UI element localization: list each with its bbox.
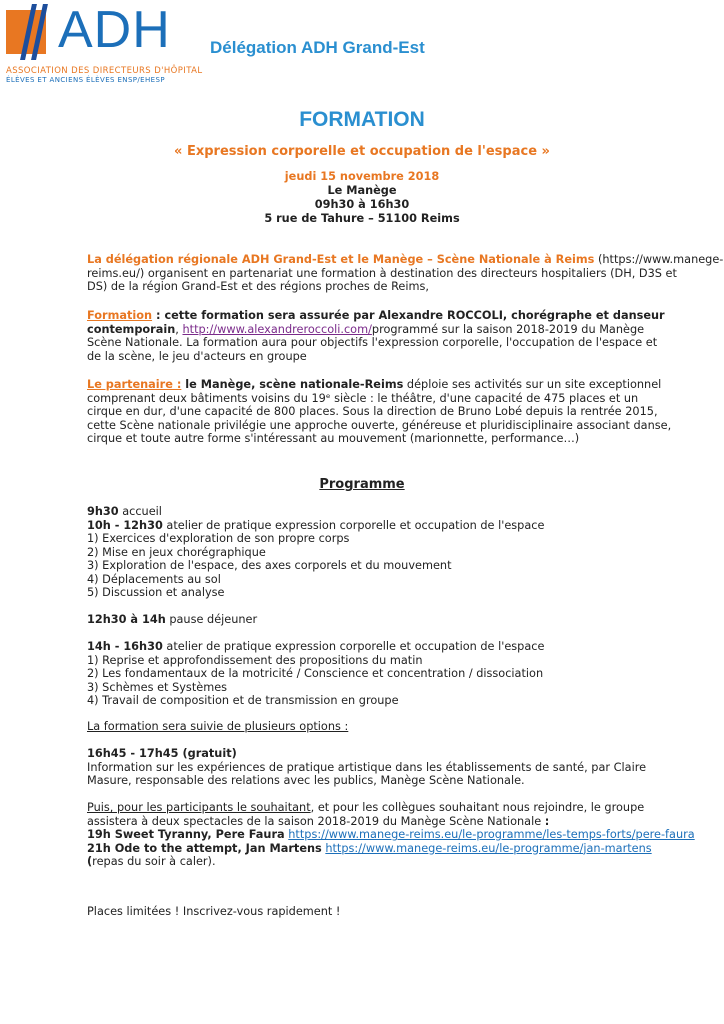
formation-line-4: de la scène, le jeu d'acteurs en groupe [87, 349, 307, 363]
intro-line-2: reims.eu/) organisent en partenariat une formation à destination des directeurs hospitaliers (DH, D3S et [87, 266, 677, 280]
intro-highlight: La délégation régionale ADH Grand-Est et le Manège – Scène Nationale à Reims [87, 253, 595, 266]
event-date: jeudi 15 novembre 2018 [284, 170, 440, 183]
formation-programmed: programmé sur la saison 2018-2019 du Manège [371, 322, 645, 336]
options-heading: La formation sera suivie de plusieurs options : [87, 720, 349, 733]
partner-label: Le partenaire : [87, 378, 182, 391]
formation-separator: : [152, 309, 165, 322]
show-2-title: 21h Ode to the attempt, Jan Martens [87, 841, 322, 855]
programme-heading: Programme [319, 477, 405, 492]
shows-colon: : [544, 814, 550, 828]
morning-item: 2) Mise en jeux chorégraphique [87, 545, 266, 559]
afternoon-item: 3) Schèmes et Systèmes [87, 680, 228, 694]
show-1-title: 19h Sweet Tyranny, Pere Faura [87, 828, 285, 841]
logo-subtitle-association: ASSOCIATION DES DIRECTEURS D'HÔPITAL [6, 66, 203, 76]
option-1-line-1: Information sur les expériences de pratique artistique dans les établissements de santé, par Claire [87, 760, 647, 774]
partner-line-2: comprenant deux bâtiments voisins du 19ᵉ siècle : le théâtre, d'une capacité de 475 places et un [87, 391, 639, 405]
morning-session [87, 505, 639, 600]
partner-line-3: cirque en dur, d'une capacité de 800 places. Sous la direction de Bruno Lobé depuis la rentrée 2015, [87, 405, 658, 418]
partner-line-4: cette Scène nationale privilégie une approche ouverte, généreuse et pluridisciplinaire associant danse, [87, 418, 672, 432]
formation-trainer-2: contemporain [87, 322, 176, 336]
formation-line-3: Scène Nationale. La formation aura pour objectifs l'expression corporelle, l'occupation de l'espace et [87, 336, 658, 349]
partner-name: le Manège, scène nationale-Reims [181, 378, 404, 391]
logo-text: ADH [58, 1, 171, 59]
event-time: 09h30 à 16h30 [314, 198, 410, 211]
closing-note: Places limitées ! Inscrivez-vous rapidement ! [87, 905, 341, 918]
formation-label: Formation [87, 309, 153, 322]
dinner-note: repas du soir à caler). [92, 855, 216, 868]
partner-line-1: déploie ses activités sur un site exceptionnel [403, 378, 662, 391]
shows-intro: assistera à deux spectacles de la saison 2018-2019 du Manège Scène Nationale [87, 814, 545, 828]
evening-shows [87, 801, 695, 869]
partner-line-5: cirque et toute autre forme s'intéressant au mouvement (marionnette, performance…) [87, 432, 580, 445]
time-12h30: 12h30 à 14h [87, 613, 166, 626]
time-10h: 10h - 12h30 [87, 518, 163, 532]
logo-subtitle-students: ÉLÈVES ET ANCIENS ÉLÈVES ENSP/EHESP [6, 76, 165, 84]
afternoon-item: 1) Reprise et approfondissement des propositions du matin [87, 653, 423, 667]
intro-line-3: DS) de la région Grand-Est et des régions proches de Reims, [87, 280, 429, 293]
lunch-text: pause déjeuner [165, 613, 258, 626]
afternoon-session [87, 640, 639, 708]
formation-trainer: cette formation sera assurée par Alexandre ROCCOLI, chorégraphe et danseur [164, 309, 665, 322]
event-venue: Le Manège [327, 184, 397, 197]
roccoli-link[interactable]: http://www.alexandreroccoli.com/ [182, 322, 372, 336]
afternoon-workshop-text: atelier de pratique expression corporelle et occupation de l'espace [162, 640, 545, 653]
time-14h: 14h - 16h30 [87, 640, 163, 653]
paren-open: ( [87, 855, 93, 868]
intro-url-start: (https://www.manege- [594, 253, 724, 266]
lunch-break [87, 613, 639, 627]
closing-block [87, 905, 639, 919]
afternoon-item: 2) Les fondamentaux de la motricité / Conscience et concentration / dissociation [87, 667, 544, 680]
morning-item: 3) Exploration de l'espace, des axes corporels et du mouvement [87, 559, 452, 572]
morning-item: 1) Exercices d'exploration de son propre corps [87, 532, 350, 545]
show-2-link[interactable]: https://www.manege-reims.eu/le-programme/jan-martens [325, 841, 652, 855]
intro-paragraph [87, 253, 724, 294]
formation-heading: FORMATION [299, 108, 425, 131]
delegation-title: Délégation ADH Grand-Est [210, 38, 425, 57]
morning-workshop-text: atelier de pratique expression corporelle et occupation de l'espace [162, 518, 545, 532]
show-1-link[interactable]: https://www.manege-reims.eu/le-programme/les-temps-forts/pere-faura [288, 828, 695, 841]
option-1-line-2: Masure, responsable des relations avec les publics, Manège Scène Nationale. [87, 774, 525, 787]
afternoon-item: 4) Travail de composition et de transmission en groupe [87, 694, 399, 707]
participants-rest: , et pour les collègues souhaitant nous rejoindre, le groupe [310, 801, 645, 814]
adh-logo [6, 2, 206, 86]
formation-separator-2: , [175, 322, 183, 336]
formation-paragraph [87, 309, 665, 363]
event-address: 5 rue de Tahure – 51100 Reims [264, 212, 460, 225]
options-heading-block [87, 720, 639, 734]
time-9h30: 9h30 [87, 505, 119, 518]
formation-subtitle: « Expression corporelle et occupation de l'espace » [174, 144, 550, 159]
option-1 [87, 747, 647, 788]
morning-item: 5) Discussion et analyse [87, 586, 225, 599]
partner-paragraph [87, 378, 672, 446]
participants-underlined: Puis, pour les participants le souhaitant [87, 801, 311, 814]
welcome-text: accueil [118, 505, 162, 518]
morning-item: 4) Déplacements au sol [87, 572, 221, 586]
option-1-time: 16h45 - 17h45 (gratuit) [87, 747, 237, 760]
